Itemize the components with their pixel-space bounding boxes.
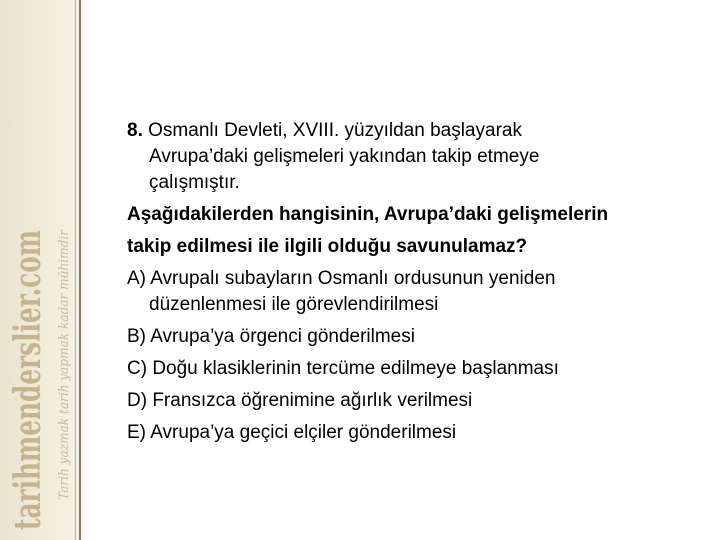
watermark-site-text: tarihmenderslier.com — [7, 94, 49, 530]
decorative-sidebar — [0, 0, 82, 540]
question-number: 8. — [127, 120, 143, 141]
option-d: D) Fransızca öğrenimine ağırlık verilmesi — [127, 390, 473, 411]
option-a-line-1: A) Avrupalı subayların Osmanlı ordusunun yeniden — [127, 268, 556, 289]
option-c: C) Doğu klasiklerinin tercüme edilmeye başlanması — [127, 358, 559, 379]
question-prompt-line-1: Aşağıdakilerden hangisinin, Avrupa’daki gelişmelerin — [127, 204, 609, 225]
option-b: B) Avrupa’ya örgenci gönderilmesi — [127, 326, 415, 347]
question-stem-line-2: Avrupa’daki gelişmeleri yakından takip etmeye — [149, 146, 540, 167]
option-a-line-2: düzenlenmesi ile görevlendirilmesi — [149, 294, 439, 315]
watermark-logo — [0, 0, 82, 540]
question-block — [127, 118, 707, 446]
question-prompt-line-2: takip edilmesi ile ilgili olduğu savunulamaz? — [127, 236, 528, 257]
option-e: E) Avrupa’ya geçici elçiler gönderilmesi — [127, 422, 457, 443]
stem-text-1: Osmanlı Devleti, XVIII. yüzyıldan başlayarak — [148, 120, 522, 141]
question-stem-line-1 — [127, 118, 707, 144]
watermark-slogan-text: Tarih yazmak tarih yapmak kadar mühimdir — [57, 210, 72, 500]
question-stem-line-3: çalışmıştır. — [149, 172, 240, 193]
